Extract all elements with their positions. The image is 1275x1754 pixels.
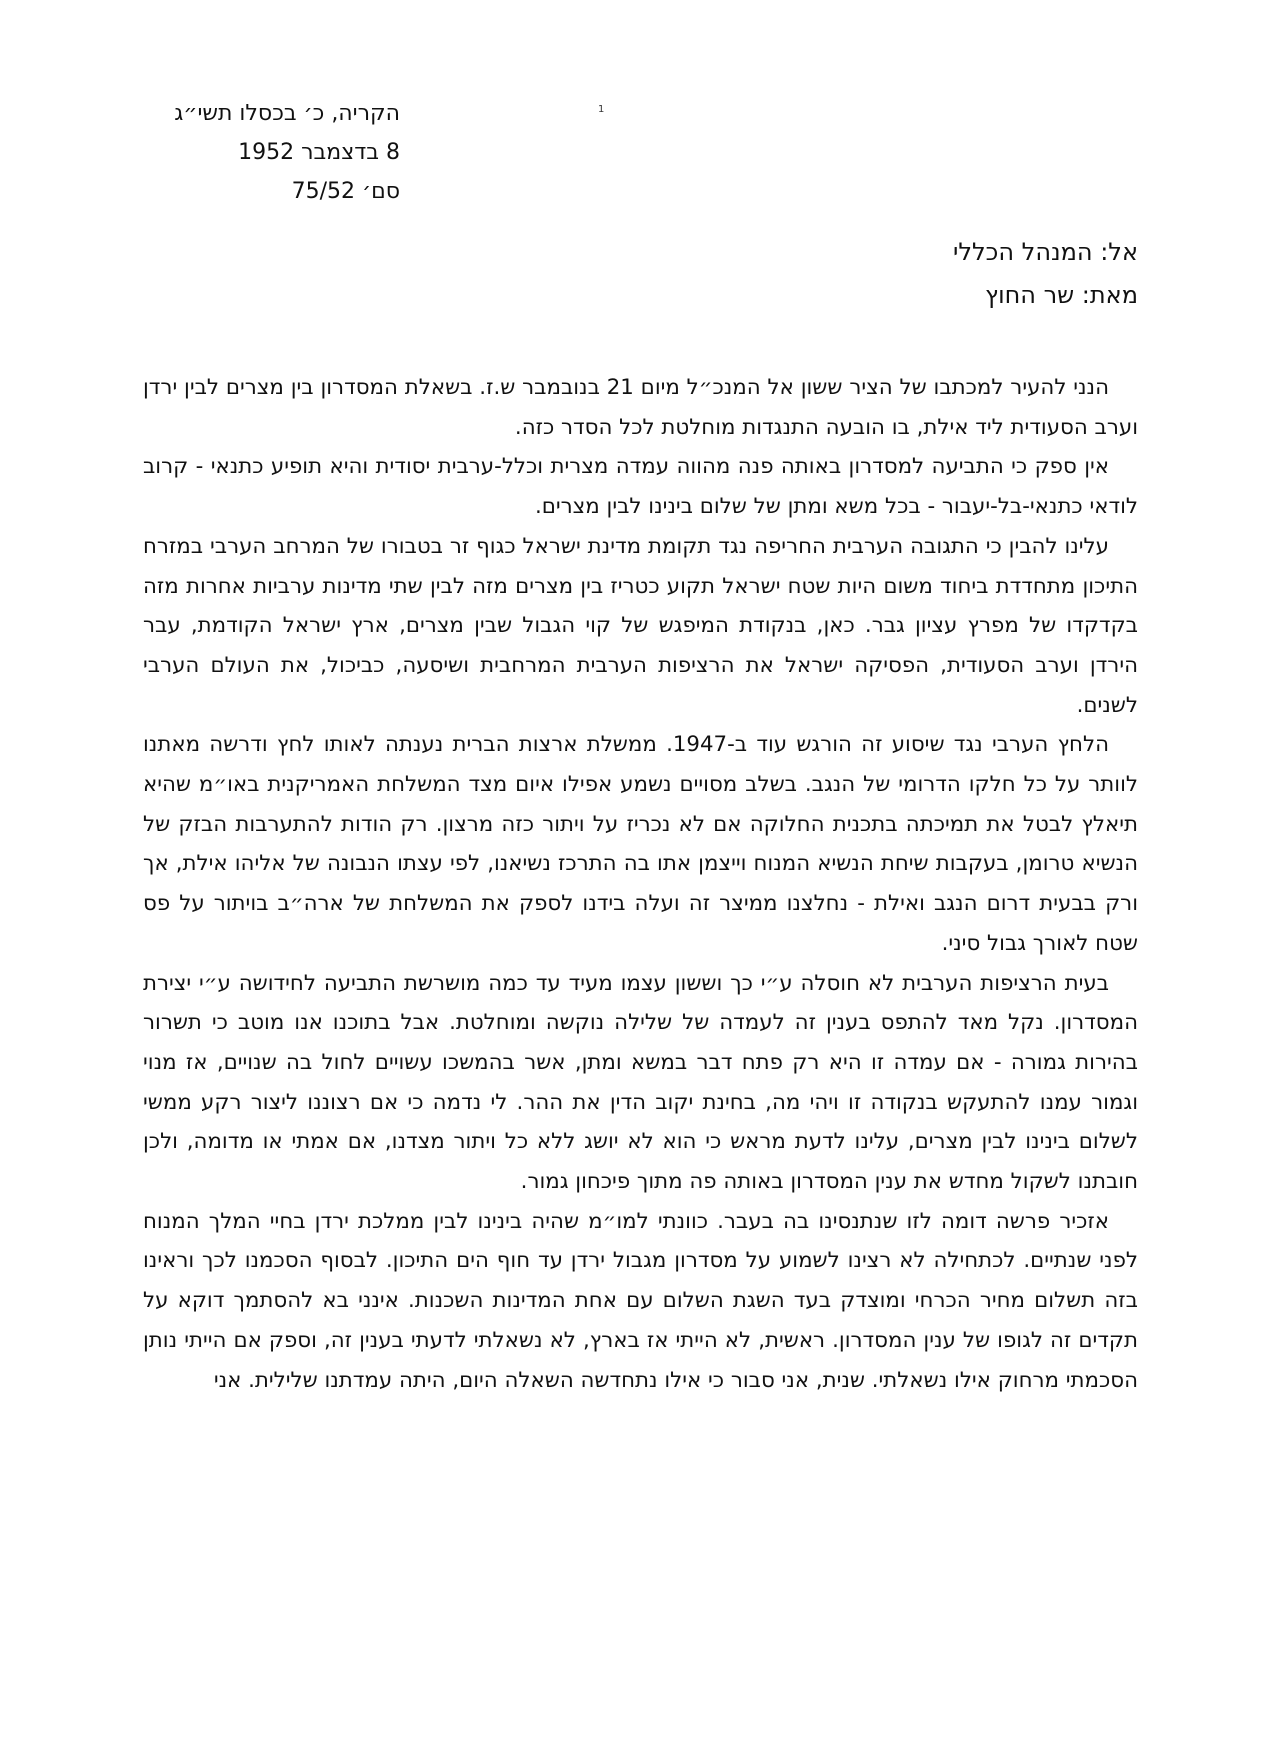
body-paragraph: אין ספק כי התביעה למסדרון באותה פנה מהווה עמדה מצרית וכלל-ערבית יסודית והיא תופיע כתנאי - קרוב לודאי כתנאי-בל-יעבור - בכל משא ומתן של שלום בינינו לבין מצרים.: [143, 454, 1138, 520]
page-number-mark: 1: [598, 104, 605, 115]
letter-header: [140, 94, 400, 211]
date-gregorian: 8 בדצמבר 1952: [238, 140, 400, 165]
date-hebrew: הקריה, כ׳ בכסלו תשי״ג: [174, 101, 400, 126]
to-line: אל: המנהל הכללי: [953, 238, 1138, 266]
reference-number: סם׳ 75/52: [291, 179, 400, 204]
body-paragraph: עלינו להבין כי התגובה הערבית החריפה נגד תקומת מדינת ישראל כגוף זר בטבורו של המרחב הערבי במזרח התיכון מתחדדת ביחוד משום היות שטח ישראל תקוע כטריז בין מצרים מזה לבין שתי מדינות ערביות אחרות מזה בקדקדו של מפרץ עציון גבר. כאן, בנקודת המיפגש של קוי הגבול שבין מצרים, ארץ ישראל הקודמת, עבר הירדן וערב הסעודית, הפסיקה ישראל את הרציפות הערבית המרחבית ושיסעה, כביכול, את העולם הערבי לשנים.: [143, 533, 1138, 718]
from-line: מאת: שר החוץ: [985, 281, 1138, 309]
body-paragraph: אזכיר פרשה דומה לזו שנתנסינו בה בעבר. כוונתי למו״מ שהיה בינינו לבין ממלכת ירדן בחיי המלך המנוח לפני שנתיים. לכתחילה לא רצינו לשמוע על מסדרון מגבול ירדן עד חוף הים התיכון. לבסוף הסכמנו לכך וראינו בזה תשלום מחיר הכרחי ומוצדק בעד השגת השלום עם אחת המדינות השכנות. אינני בא להסתמך דוקא על תקדים זה לגופו של ענין המסדרון. ראשית, לא הייתי אז בארץ, לא נשאלתי לדעתי בענין זה, וספק אם הייתי נותן הסכמתי מרחוק אילו נשאלתי. שנית, אני סבור כי אילו נתחדשה השאלה היום, היתה עמדתנו שלילית. אני: [143, 1208, 1138, 1393]
body-paragraph: הלחץ הערבי נגד שיסוע זה הורגש עוד ב-1947. ממשלת ארצות הברית נענתה לאותו לחץ ודרשה מאתנו לוותר על כל חלקו הדרומי של הנגב. בשלב מסויים נשמע אפילו איום מצד המשלחת האמריקנית באו״מ שהיא תיאלץ לבטל את תמיכתה בתכנית החלוקה אם לא נכריז על ויתור כזה מרצון. רק הודות להתערבות הבזק של הנשיא טרומן, בעקבות שיחת הנשיא המנוח וייצמן אתו בה התרכז נשיאנו, לפי עצתו הנבונה של אליהו אילת, אך ורק בבעית דרום הנגב ואילת - נחלצנו ממיצר זה ועלה בידנו לספק את המשלחת של ארה״ב בויתור על פס שטח לאורך גבול סיני.: [143, 732, 1138, 956]
body-paragraph: בעית הרציפות הערבית לא חוסלה ע״י כך וששון עצמו מעיד עד כמה מושרשת התביעה לחידושה ע״י יצירת המסדרון. נקל מאד להתפס בענין זה לעמדה של שלילה נוקשה ומוחלטת. אבל בתוכנו אנו מוטב כי תשרור בהירות גמורה - אם עמדה זו היא רק פתח דבר במשא ומתן, אשר בהמשכו עשויים לחול בה שנויים, אז מנוי וגמור עמנו להתעקש בנקודה זו ויהי מה, בחינת יקוב הדין את ההר. לי נדמה כי אם רצוננו ליצור רקע ממשי לשלום בינינו לבין מצרים, עלינו לדעת מראש כי הוא לא יושג ללא כל ויתור מצדנו, אם אמתי או מדומה, ולכן חובתנו לשקול מחדש את ענין המסדרון באותה פה מתוך פיכחון גמור.: [143, 970, 1138, 1195]
body-paragraph: הנני להעיר למכתבו של הציר ששון אל המנכ״ל מיום 21 בנובמבר ש.ז. בשאלת המסדרון בין מצרים לבין ירדן וערב הסעודית ליד אילת, בו הובעה התנגדות מוחלטת לכל הסדר כזה.: [143, 375, 1138, 440]
recipients-block: [953, 231, 1138, 317]
letter-body: [143, 368, 1138, 1400]
